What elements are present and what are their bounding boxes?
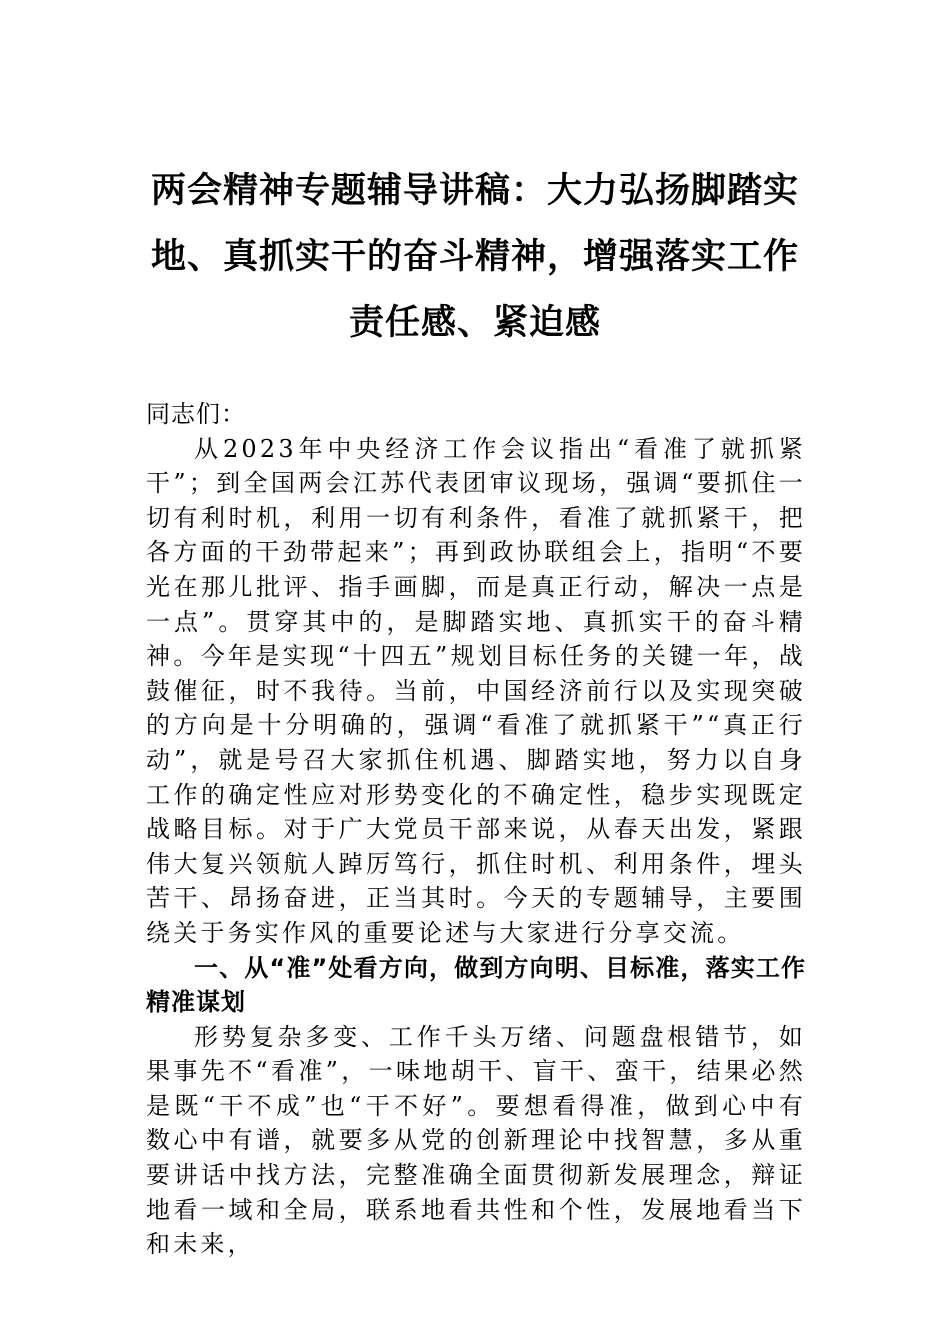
title-line-1: 两会精神专题辅导讲稿：大力弘扬脚踏实: [150, 170, 799, 211]
document-title: [140, 158, 810, 356]
section-heading-1: 一、从“准”处看方向，做到方向明、目标准，落实工作精准谋划: [146, 953, 806, 1017]
paragraph-section-1: 形势复杂多变、工作千头万绪、问题盘根错节，如果事先不“看准”，一味地胡干、盲干、蛮干，结果必然是既“干不成”也“干不好”。要想看得准，做到心中有数心中有谱，就要多从党的创新理论中找智慧，多从重要讲话中找方法，完整准确全面贯彻新发展理念，辩证地看一域和全局，联系地看共性和个性，发展地看当下和未来，: [146, 1022, 806, 1259]
title-line-3: 责任感、紧迫感: [348, 302, 601, 343]
paragraph-intro: 从2023年中央经济工作会议指出“看准了就抓紧干”；到全国两会江苏代表团审议现场，强调“要抓住一切有利时机，利用一切有利条件，看准了就抓紧干，把各方面的干劲带起来”；再到政协联组会上，指明“不要光在那儿批评、指手画脚，而是真正行动，解决一点是一点”。贯穿其中的，是脚踏实地、真抓实干的奋斗精神。今年是实现“十四五”规划目标任务的关键一年，战鼓催征，时不我待。当前，中国经济前行以及实现突破的方向是十分明确的，强调“看准了就抓紧干”“真正行动”，就是号召大家抓住机遇、脚踏实地，努力以自身工作的确定性应对形势变化的不确定性，稳步实现既定战略目标。对于广大党员干部来说，从春天出发，紧跟伟大复兴领航人踔厉笃行，抓住时机、利用条件，埋头苦干、昂扬奋进，正当其时。今天的专题辅导，主要围绕关于务实作风的重要论述与大家进行分享交流。: [146, 434, 806, 947]
salutation: 同志们：: [146, 400, 246, 428]
document-body: [146, 397, 806, 1262]
title-line-2: 地、真抓实干的奋斗精神，增强落实工作: [150, 236, 799, 277]
